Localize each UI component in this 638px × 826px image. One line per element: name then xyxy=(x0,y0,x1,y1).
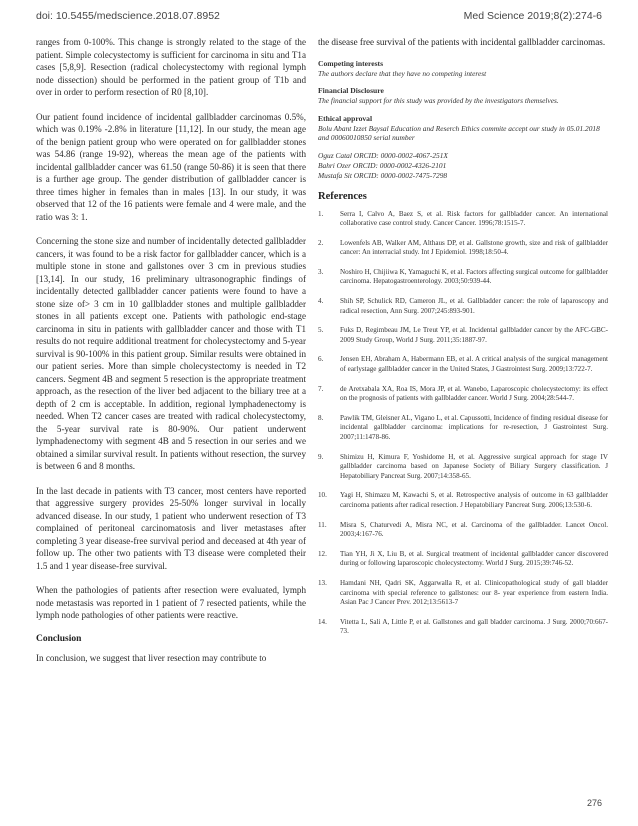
reference-item xyxy=(318,521,608,540)
doi-text: doi: 10.5455/medscience.2018.07.8952 xyxy=(36,10,220,22)
reference-number: 4. xyxy=(318,297,324,306)
reference-item xyxy=(318,453,608,482)
reference-text: Jensen EH, Abraham A, Habermann EB, et al. A critical analysis of the surgical management of earlystage gallbladder cancer in the United States, J Gastrointest Surg. 2009;13:722-7. xyxy=(340,355,608,374)
orcid-entry: Bahri Ozer ORCID: 0000-0002-4326-2101 xyxy=(318,160,447,170)
reference-item xyxy=(318,268,608,287)
reference-item xyxy=(318,414,608,443)
body-paragraph: In conclusion, we suggest that liver resection may contribute to xyxy=(36,652,267,663)
financial-disclosure-text: The financial support for this study was provided by the investigators themselves. xyxy=(318,96,559,105)
reference-item xyxy=(318,579,608,608)
body-paragraph: ranges from 0-100%. This change is strongly related to the stage of the patient. Simple colecystectomy is sufficient for carcinoma in situ and T1a cases [5,8,9]. Resection (radical cholecystectomy with regional lymph node dissection) should be performed in the patient group of T1b and over in order to perform resection of R0 [8,10]. xyxy=(36,37,306,97)
reference-text: Pawlik TM, Gleisner AL, Vigano L, et al. Capussotti, Incidence of finding residual disease for incidental gallbladder carcinoma: implications for re-resection, J Gastrointest Surg. 2007;11:1478-86. xyxy=(340,413,608,441)
reference-item xyxy=(318,210,608,229)
references-heading: References xyxy=(318,190,367,202)
orcid-entry: Mustafa Sit ORCID: 0000-0002-7475-7298 xyxy=(318,170,448,180)
reference-text: Hamdani NH, Qadri SK, Aggarwalla R, et al. Clinicopathological study of gall bladder carcinoma with special reference to gallstones: our 8- year experience from eastern India. Asian Pac J Cancer Prev. 2012;13:5613-7 xyxy=(340,578,608,607)
reference-item xyxy=(318,326,608,345)
reference-number: 6. xyxy=(318,355,324,364)
reference-item xyxy=(318,355,608,374)
ethical-approval-text: Bolu Abant Izzet Baysal Education and Reserch Ethics commite accept our study in 05.01.2018 and 00060010850 serial number xyxy=(318,123,600,142)
reference-number: 5. xyxy=(318,326,324,335)
conclusion-heading: Conclusion xyxy=(36,633,82,644)
left-column xyxy=(36,36,306,676)
reference-item xyxy=(318,297,608,316)
orcid-list xyxy=(318,151,608,181)
reference-number: 3. xyxy=(318,267,324,276)
reference-item xyxy=(318,491,608,510)
reference-text: Shimizu H, Kimura F, Yoshidome H, et al. Aggressive surgical approach for stage IV gallbladder carcinoma based on Japanese Society of Biliary Surgery classification. J Hepatobiliary Pancreat Surg. 2007;14:358-65. xyxy=(340,452,608,480)
ethical-approval-heading: Ethical approval xyxy=(318,113,373,123)
running-header xyxy=(36,10,602,26)
reference-text: de Aretxabala XA, Roa IS, Mora JP, et al. Wanebo, Laparoscopic cholecystectomy: its effect on the prognosis of patients with gallbladder cancer. World J Surg. 2004;28:544-7. xyxy=(340,384,608,403)
page-number: 276 xyxy=(586,798,602,808)
competing-interests-text: The authors declare that they have no competing interest xyxy=(318,68,487,78)
reference-number: 11. xyxy=(318,520,327,529)
reference-text: Serra I, Calvo A, Baez S, et al. Risk factors for gallbladder cancer. An international collaborative case control study. Cancer Cancer. 1996;78:1515-7. xyxy=(340,209,608,228)
reference-item xyxy=(318,550,608,569)
body-paragraph: When the pathologies of patients after resection were evaluated, lymph node metastasis was reported in 1 patient of 7 resected patients, while the lymph node pathologies of other patients were reactive. xyxy=(36,585,306,620)
reference-list xyxy=(318,210,608,637)
reference-item xyxy=(318,385,608,404)
reference-text: Vitetta L, Sali A, Little P, et al. Gallstones and gall bladder carcinoma. J Surg. 2000;70:667-73. xyxy=(340,617,608,636)
reference-text: Yagi H, Shimazu M, Kawachi S, et al. Retrospective analysis of outcome in 63 gallbladder carcinoma patients after radical resection. J Hepatobiliary Pancreat Surg. 2006;13:530-6. xyxy=(340,491,608,509)
body-paragraph: the disease free survival of the patients with incidental gallbladder carcinomas. xyxy=(318,37,606,47)
reference-number: 12. xyxy=(318,549,327,558)
reference-number: 10. xyxy=(318,491,327,500)
reference-text: Lowenfels AB, Walker AM, Althaus DP, et al. Gallstone growth, size and risk of gallbladder cancer: An interracial study. Int J Epidemiol. 1998;18:50-4. xyxy=(340,238,608,257)
reference-item xyxy=(318,239,608,258)
reference-text: Noshiro H, Chijiiwa K, Yamaguchi K, et al. Factors affecting surgical outcome for gallbladder carcinoma. Hepatogastroenterology. 2003;50:939-44. xyxy=(340,267,608,286)
reference-number: 7. xyxy=(318,384,324,393)
reference-number: 8. xyxy=(318,413,324,422)
journal-citation: Med Science 2019;8(2):274-6 xyxy=(463,10,602,22)
reference-text: Shih SP, Schulick RD, Cameron JL, et al. Gallbladder cancer: the role of laparoscopy and radical resection, Ann Surg. 2007;245:893-901. xyxy=(340,297,608,315)
orcid-entry: Oguz Catal ORCID: 0000-0002-4067-251X xyxy=(318,150,448,160)
reference-text: Misra S, Chaturvedi A, Misra NC, et al. Carcinoma of the gallbladder. Lancet Oncol. 2003;4:167-76. xyxy=(340,520,608,539)
reference-number: 1. xyxy=(318,209,324,218)
reference-number: 14. xyxy=(318,617,327,626)
reference-text: Fuks D, Regimbeau JM, Le Treut YP, et al. Incidental gallbladder cancer by the AFC-GBC-2009 Study Group, World J Surg. 2011;35:1887-97. xyxy=(340,326,608,344)
financial-disclosure-heading: Financial Disclosure xyxy=(318,86,384,95)
reference-text: Tian YH, Ji X, Liu B, et al. Surgical treatment of incidental gallbladder cancer discovered during or following laparoscopic cholecystectomy. World J Surg. 2015;39:746-52. xyxy=(340,549,608,568)
right-column xyxy=(318,36,608,647)
body-paragraph: Concerning the stone size and number of incidentally detected gallbladder cancers, it was found to be a risk factor for gallbladder cancer, which is a multiple stone in stone and gallstones over 3 cm in previous studies [13,14]. In our study, 16 preliminary ultrasonographic findings of incidentally detected gallbladder cancer patients were found to have a stone size of> 3 cm in 10 gallbladder stones and multiple gallbladder stones in all patients except one. Patients with pathologic end-stage carcinoma in situ in patients with gallbladder cancer and those with T1 results do not require additional treatment for cholecystectomy and 5-year survival is 90-100% in this patient group. Similar results were obtained in our patient series. More than simple cholecystectomy is needed in T2 cancers. Segment 4B and segment 5 resection is the appropriate treatment approach, as the resection of the liver bed adjacent to the biliary tree at a depth of 2 cm is acceptable. In addition, regional lymphadenectomy is needed. When T2 cancer cases are treated with radical cholecystectomy, the 5-year survival rate is 80-90%. Our patient underwent lymphadenectomy with segment 4B and 5 resection in our series and we obtained a similar survival result. In patients without resection, the survey is between 6 and 8 months. xyxy=(36,236,306,471)
body-paragraph: Our patient found incidence of incidental gallbladder carcinomas 0.5%, which was 0.19% -2.8% in literature [11,12]. In our study, the mean age of the benign patient group who were operated on for gallbladder stones was 54.86 (range 19-92), whereas the mean age of the patients with incidental gallbladder cancer was 61.50 (range 50-86) it is seen that there is a further age group. The gender distribution of gallbladder cancer is three times higher in females than in males [13]. In our study, it was observed that 12 of the 16 patients were female and 4 were male, and the ratio was 3: 1. xyxy=(36,111,306,222)
body-paragraph: In the last decade in patients with T3 cancer, most centers have reported that aggressive surgery provides 25-50% longer survival in locally advanced disease. In our study, 1 patient who underwent resection of T3 complained of peritoneal carcinomatosis and liver metastases after completing 3 year disease-free survival period and deceased at 4th year of follow up. The other two patients with T3 disease were completed their 1.5 and 1 year disease-free survival. xyxy=(36,485,306,571)
reference-number: 2. xyxy=(318,238,324,247)
reference-number: 13. xyxy=(318,578,327,587)
reference-number: 9. xyxy=(318,452,324,461)
competing-interests-heading: Competing interests xyxy=(318,58,384,68)
reference-item xyxy=(318,618,608,637)
